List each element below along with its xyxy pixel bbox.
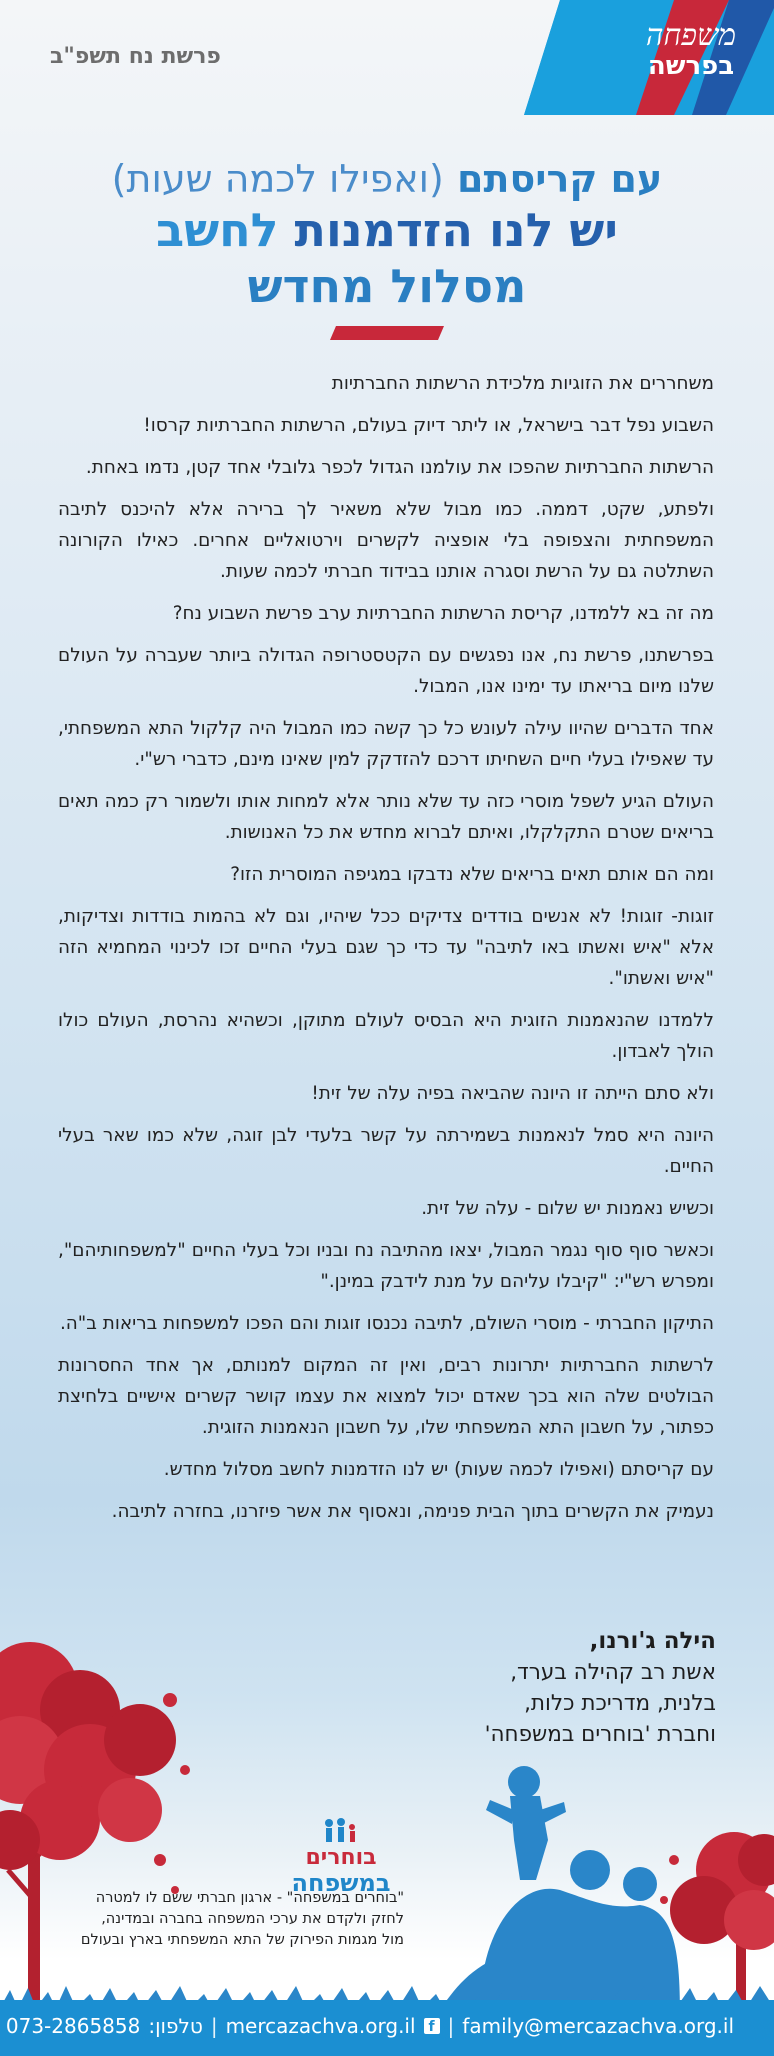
author-line2: בלנית, מדריכת כלות, [524,1691,716,1716]
footer-email[interactable]: family@mercazachva.org.il [462,2014,734,2038]
author-line1: אשת רב קהילה בערד, [510,1660,716,1685]
brand-line2: בפרשה [647,51,735,81]
brand-corner [514,0,774,120]
paragraph: ולא סתם הייתה זו היונה שהביאה בפיה עלה של זית! [311,1083,714,1104]
paragraph: נעמיק את הקשרים בתוך הבית פנימה, ונאסוף את אשר פיזרנו, בחזרה לתיבה. [111,1501,714,1522]
headline-line2-a: יש לנו הזדמנות [294,203,618,257]
footer-phone-label: טלפון: [148,2014,203,2038]
footer-separator: | [447,2014,455,2038]
paragraph: אחד הדברים שהיוו עילה לעונש כל כך קשה כמו המבול היה קלקול התא המשפחתי, עד שאפילו בעלי חיים השחיתו דרכם להזדקק למין שאינו מינם, כדברי רש"י. [58,718,714,770]
headline-line2 [40,202,734,258]
paragraph: לרשתות החברתיות יתרונות רבים, ואין זה המקום למנותם, אך אחד החסרונות הבולטים שלה הוא בכך שאדם יכול למצוא את עצמו קושר קשרים אישיים בלחיצת כפתור, על חשבון התא המשפחתי שלו, על חשבון הנאמנות הזוגית. [58,1355,714,1438]
paragraph: הרשתות החברתיות שהפכו את עולמנו הגדול לכפר גלובלי אחד קטן, נדמו באחת. [85,457,714,478]
brand-logo [646,20,736,80]
headline-line2-b: לחשב [156,203,279,257]
headline-line3: מסלול מחדש [247,259,527,313]
footer-contacts [6,2014,734,2038]
headline-line1-paren: (ואפילו לכמה שעות) [111,157,444,201]
brand-line1: משפחה [645,18,736,53]
page-title [40,156,734,314]
article-body [58,368,714,1538]
paragraph: העולם הגיע לשפל מוסרי כזה עד שלא נותר אלא למחות אותו ולשמור רק כמה תאים בריאים שטרם התקלקלו, ואיתם לברוא מחדש את כל האנושות. [58,791,714,843]
headline-line1 [40,156,734,202]
org-desc-line3: מול מגמות הפירוק של התא המשפחתי בארץ ובעולם [80,1932,404,1948]
paragraph: בפרשתנו, פרשת נח, אנו נפגשים עם הקטסטרופה הגדולה ביותר שעברה על העולם שלנו מיום בריאתו עד ימינו אנו, המבול. [58,645,714,697]
paragraph: זוגות- זוגות! לא אנשים בודדים צדיקים ככל שיהיו, וגם לא בהמות בודדות וצדיקות, אלא "איש ואשתו באו לתיבה" עד כדי כך שגם בעלי החיים זכו לכינוי המחמיא הזה "איש ואשתו". [58,906,714,989]
author-line3: וחברת 'בוחרים במשפחה' [484,1722,716,1747]
org-description [44,1888,404,1951]
paragraph: מה זה בא ללמדנו, קריסת הרשתות החברתיות ערב פרשת השבוע נח? [172,603,714,624]
contact-footer [0,2000,774,2056]
org-desc-line1: "בוחרים במשפחה" - ארגון חברתי ששם לו למטרה [95,1890,404,1906]
paragraph: וכאשר סוף סוף נגמר המבול, יצאו מהתיבה נח ובניו וכל בעלי החיים "למשפחותיהם", ומפרש רש"י: "קיבלו עליהם על מנת לידבק במינן." [58,1240,714,1292]
paragraph: היונה היא סמל לנאמנות בשמירתה על קשר בלעדי לבן זוגה, שלא כמו שאר בעלי החיים. [58,1125,714,1177]
footer-website[interactable]: mercazachva.org.il [225,2014,416,2038]
footer-separator: | [210,2014,218,2038]
facebook-icon[interactable]: f [424,2018,440,2034]
author-name: הילה ג'ורנו, [589,1628,716,1654]
signature [485,1626,716,1750]
paragraph: התיקון החברתי - מוסרי השולם, לתיבה נכנסו זוגות והם הפכו למשפחות בריאות ב"ה. [59,1313,714,1334]
org-name-line1: בוחרים [305,1845,377,1870]
parasha-label: פרשת נח תשפ"ב [50,44,221,69]
paragraph: ולפתע, שקט, דממה. כמו מבול שלא משאיר לך ברירה אלא להיכנס לתיבה המשפחתית והצפופה בלי אופציה לקשרים וירטואליים אחרים. כאילו הקורונה השתלטה גם על הרשת וסגרה אותנו בבידוד חברתי לכמה שעות. [58,499,714,582]
paragraph: ללמדנו שהנאמנות הזוגית היא הבסיס לעולם מתוקן, וכשהיא נהרסת, העולם כולו הולך לאבדון. [58,1010,714,1062]
divider-bar [330,326,444,340]
paragraph: עם קריסתם (ואפילו לכמה שעות) יש לנו הזדמנות לחשב מסלול מחדש. [163,1459,714,1480]
paragraph: וכשיש נאמנות יש שלום - עלה של זית. [421,1198,714,1219]
paragraph: משחררים את הזוגיות מלכידת הרשתות החברתיות [331,373,714,394]
tree-left-illustration [0,1620,200,2010]
org-desc-line2: לחזק ולקדם את ערכי המשפחה בחברה ובמדינה, [101,1911,404,1927]
org-logo [276,1818,406,1896]
org-name-line2: במשפחה [291,1869,391,1897]
paragraph: ומה הם אותם תאים בריאים שלא נדבקו במגיפה המוסרית הזו? [230,864,714,885]
footer-phone[interactable]: 073-2865858 [5,2014,141,2038]
paragraph: השבוע נפל דבר בישראל, או ליתר דיוק בעולם, הרשתות החברתיות קרסו! [143,415,714,436]
family-people-icon [321,1818,361,1842]
headline-line1-bold: עם קריסתם [457,157,663,201]
family-silhouette-illustration [440,1760,680,2010]
